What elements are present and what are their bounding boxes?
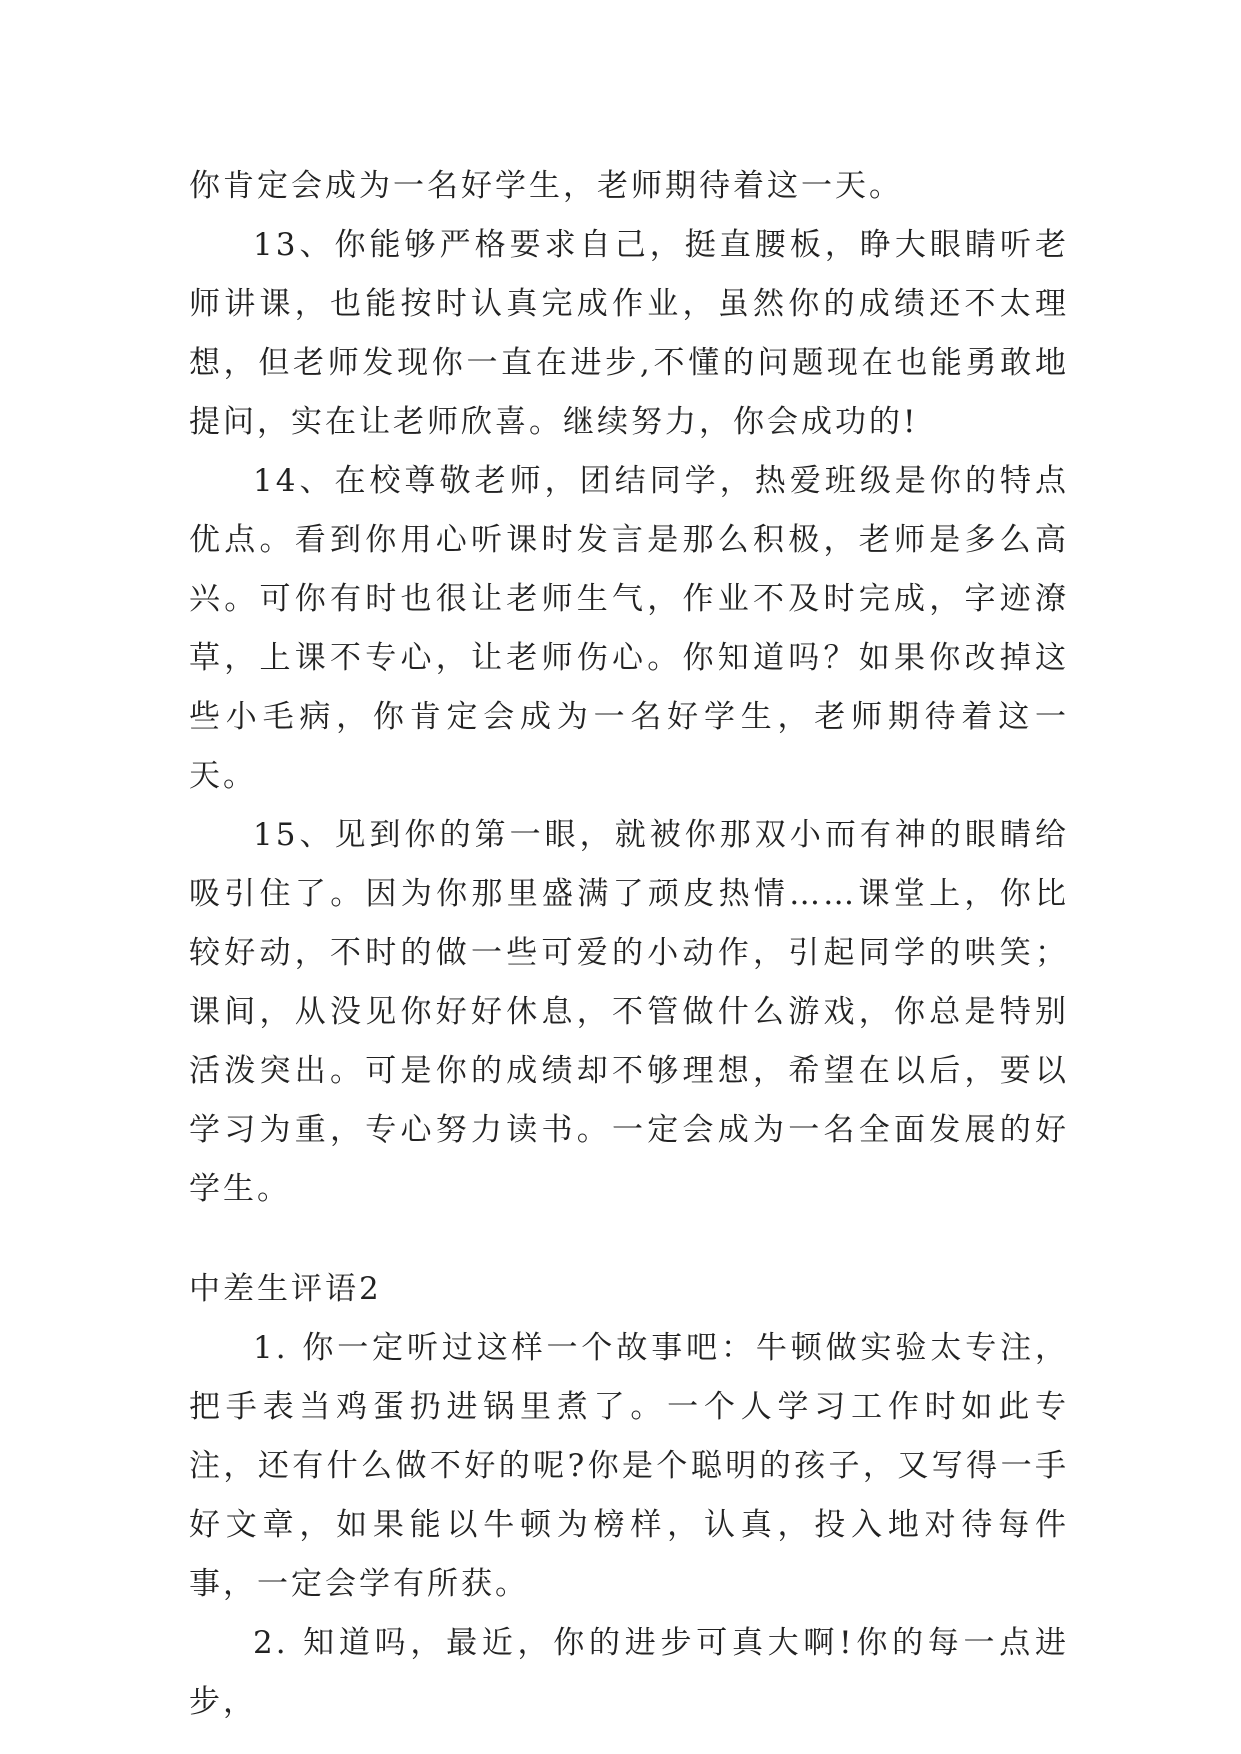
paragraph-item-1: 1. 你一定听过这样一个故事吧：牛顿做实验太专注，把手表当鸡蛋扔进锅里煮了。一个人学习工作时如此专注，还有什么做不好的呢?你是个聪明的孩子，又写得一手好文章，如果能以牛顿为榜样，认真，投入地对待每件事，一定会学有所获。 (189, 1330, 1069, 1602)
document-body (189, 157, 1069, 1732)
paragraph-item-14: 14、在校尊敬老师，团结同学，热爱班级是你的特点优点。看到你用心听课时发言是那么积极，老师是多么高兴。可你有时也很让老师生气，作业不及时完成，字迹潦草，上课不专心，让老师伤心。你知道吗？如果你改掉这些小毛病，你肯定会成为一名好学生，老师期待着这一天。 (189, 463, 1069, 794)
paragraph-item-2: 2. 知道吗，最近，你的进步可真大啊!你的每一点进步， (189, 1625, 1069, 1720)
paragraph-item-15: 15、见到你的第一眼，就被你那双小而有神的眼睛给吸引住了。因为你那里盛满了顽皮热情……课堂上，你比较好动，不时的做一些可爱的小动作，引起同学的哄笑；课间，从没见你好好休息，不管做什么游戏，你总是特别活泼突出。可是你的成绩却不够理想，希望在以后，要以学习为重，专心努力读书。一定会成为一名全面发展的好学生。 (189, 817, 1069, 1207)
paragraph-continuation: 你肯定会成为一名好学生，老师期待着这一天。 (189, 168, 903, 204)
section-title: 中差生评语2 (189, 1271, 382, 1307)
paragraph-item-13: 13、你能够严格要求自己，挺直腰板，睁大眼睛听老师讲课，也能按时认真完成作业，虽然你的成绩还不太理想，但老师发现你一直在进步,不懂的问题现在也能勇敢地提问，实在让老师欣喜。继续努力，你会成功的! (189, 227, 1069, 440)
section-spacer (189, 1219, 1069, 1260)
